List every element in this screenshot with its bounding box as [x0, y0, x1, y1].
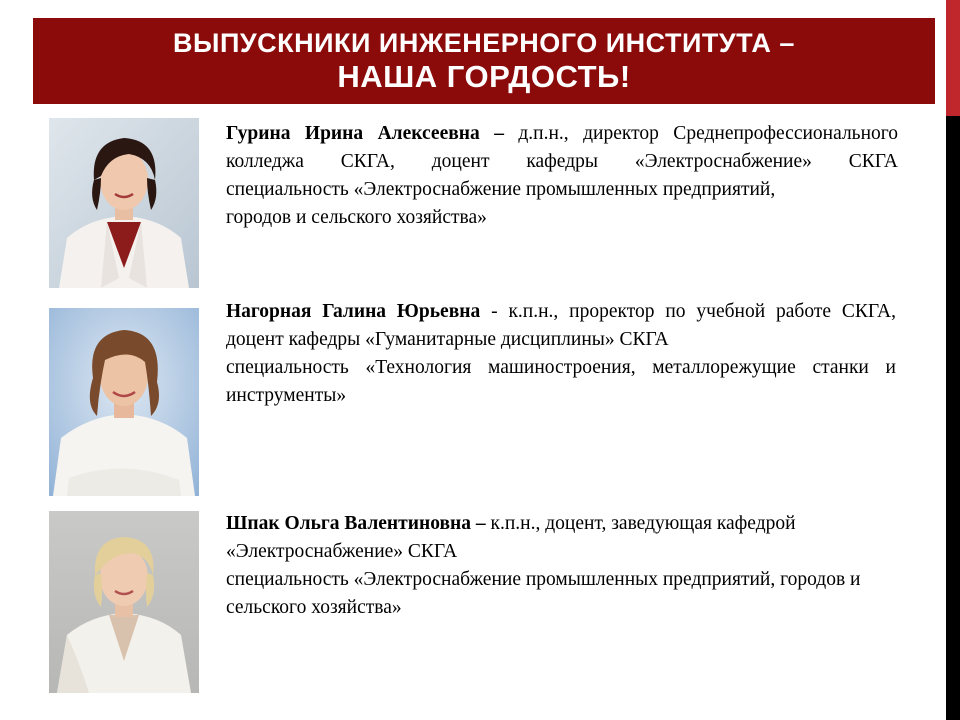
title-line-2: НАША ГОРДОСТЬ! [337, 58, 631, 94]
bio-block-2 [226, 298, 896, 410]
slide-title [33, 18, 935, 104]
bio-block-1 [226, 120, 898, 232]
person-name-3: Шпак Ольга Валентиновна [226, 513, 471, 534]
side-bar-accent [946, 0, 960, 116]
portrait-photo-1 [49, 118, 199, 288]
person-specialty-2: специальность «Технология машиностроения, металлорежущие станки и инструменты» [226, 357, 896, 406]
person-role-2: к.п.н., проректор по учебной работе СКГА, доцент кафедры «Гуманитарные дисциплины» СКГА [226, 301, 896, 350]
person-specialty-3: специальность «Электроснабжение промышленных предприятий, городов и сельского хозяйства» [226, 569, 861, 618]
bio-2-role-line: Нагорная Галина Юрьевна - к.п.н., проректор по учебной работе СКГА, доцент кафедры «Гуманитарные дисциплины» СКГА [226, 301, 896, 350]
person-role-3: к.п.н., доцент, заведующая кафедрой «Электроснабжение» СКГА [226, 513, 796, 562]
title-line-1: ВЫПУСКНИКИ ИНЖЕНЕРНОГО ИНСТИТУТА – [173, 27, 795, 58]
person-role-1: д.п.н., директор Среднепрофессионального колледжа СКГА, доцент кафедры «Электроснабжение» СКГА [226, 123, 899, 172]
bio-block-3 [226, 510, 916, 622]
person-name-2: Нагорная Галина Юрьевна [226, 301, 481, 322]
portrait-photo-2 [49, 308, 199, 496]
person-specialty-1: специальность «Электроснабжение промышленных предприятий, городов и сельского хозяйства» [226, 179, 776, 228]
bio-1-role-line: Гурина Ирина Алексеевна – д.п.н., директор Среднепрофессионального колледжа СКГА, доцент кафедры «Электроснабжение» СКГА [226, 123, 899, 172]
bio-3-role-line: Шпак Ольга Валентиновна – к.п.н., доцент, заведующая кафедрой «Электроснабжение» СКГА [226, 513, 796, 562]
person-name-1: Гурина Ирина Алексеевна [226, 123, 480, 144]
portrait-photo-3 [49, 511, 199, 693]
